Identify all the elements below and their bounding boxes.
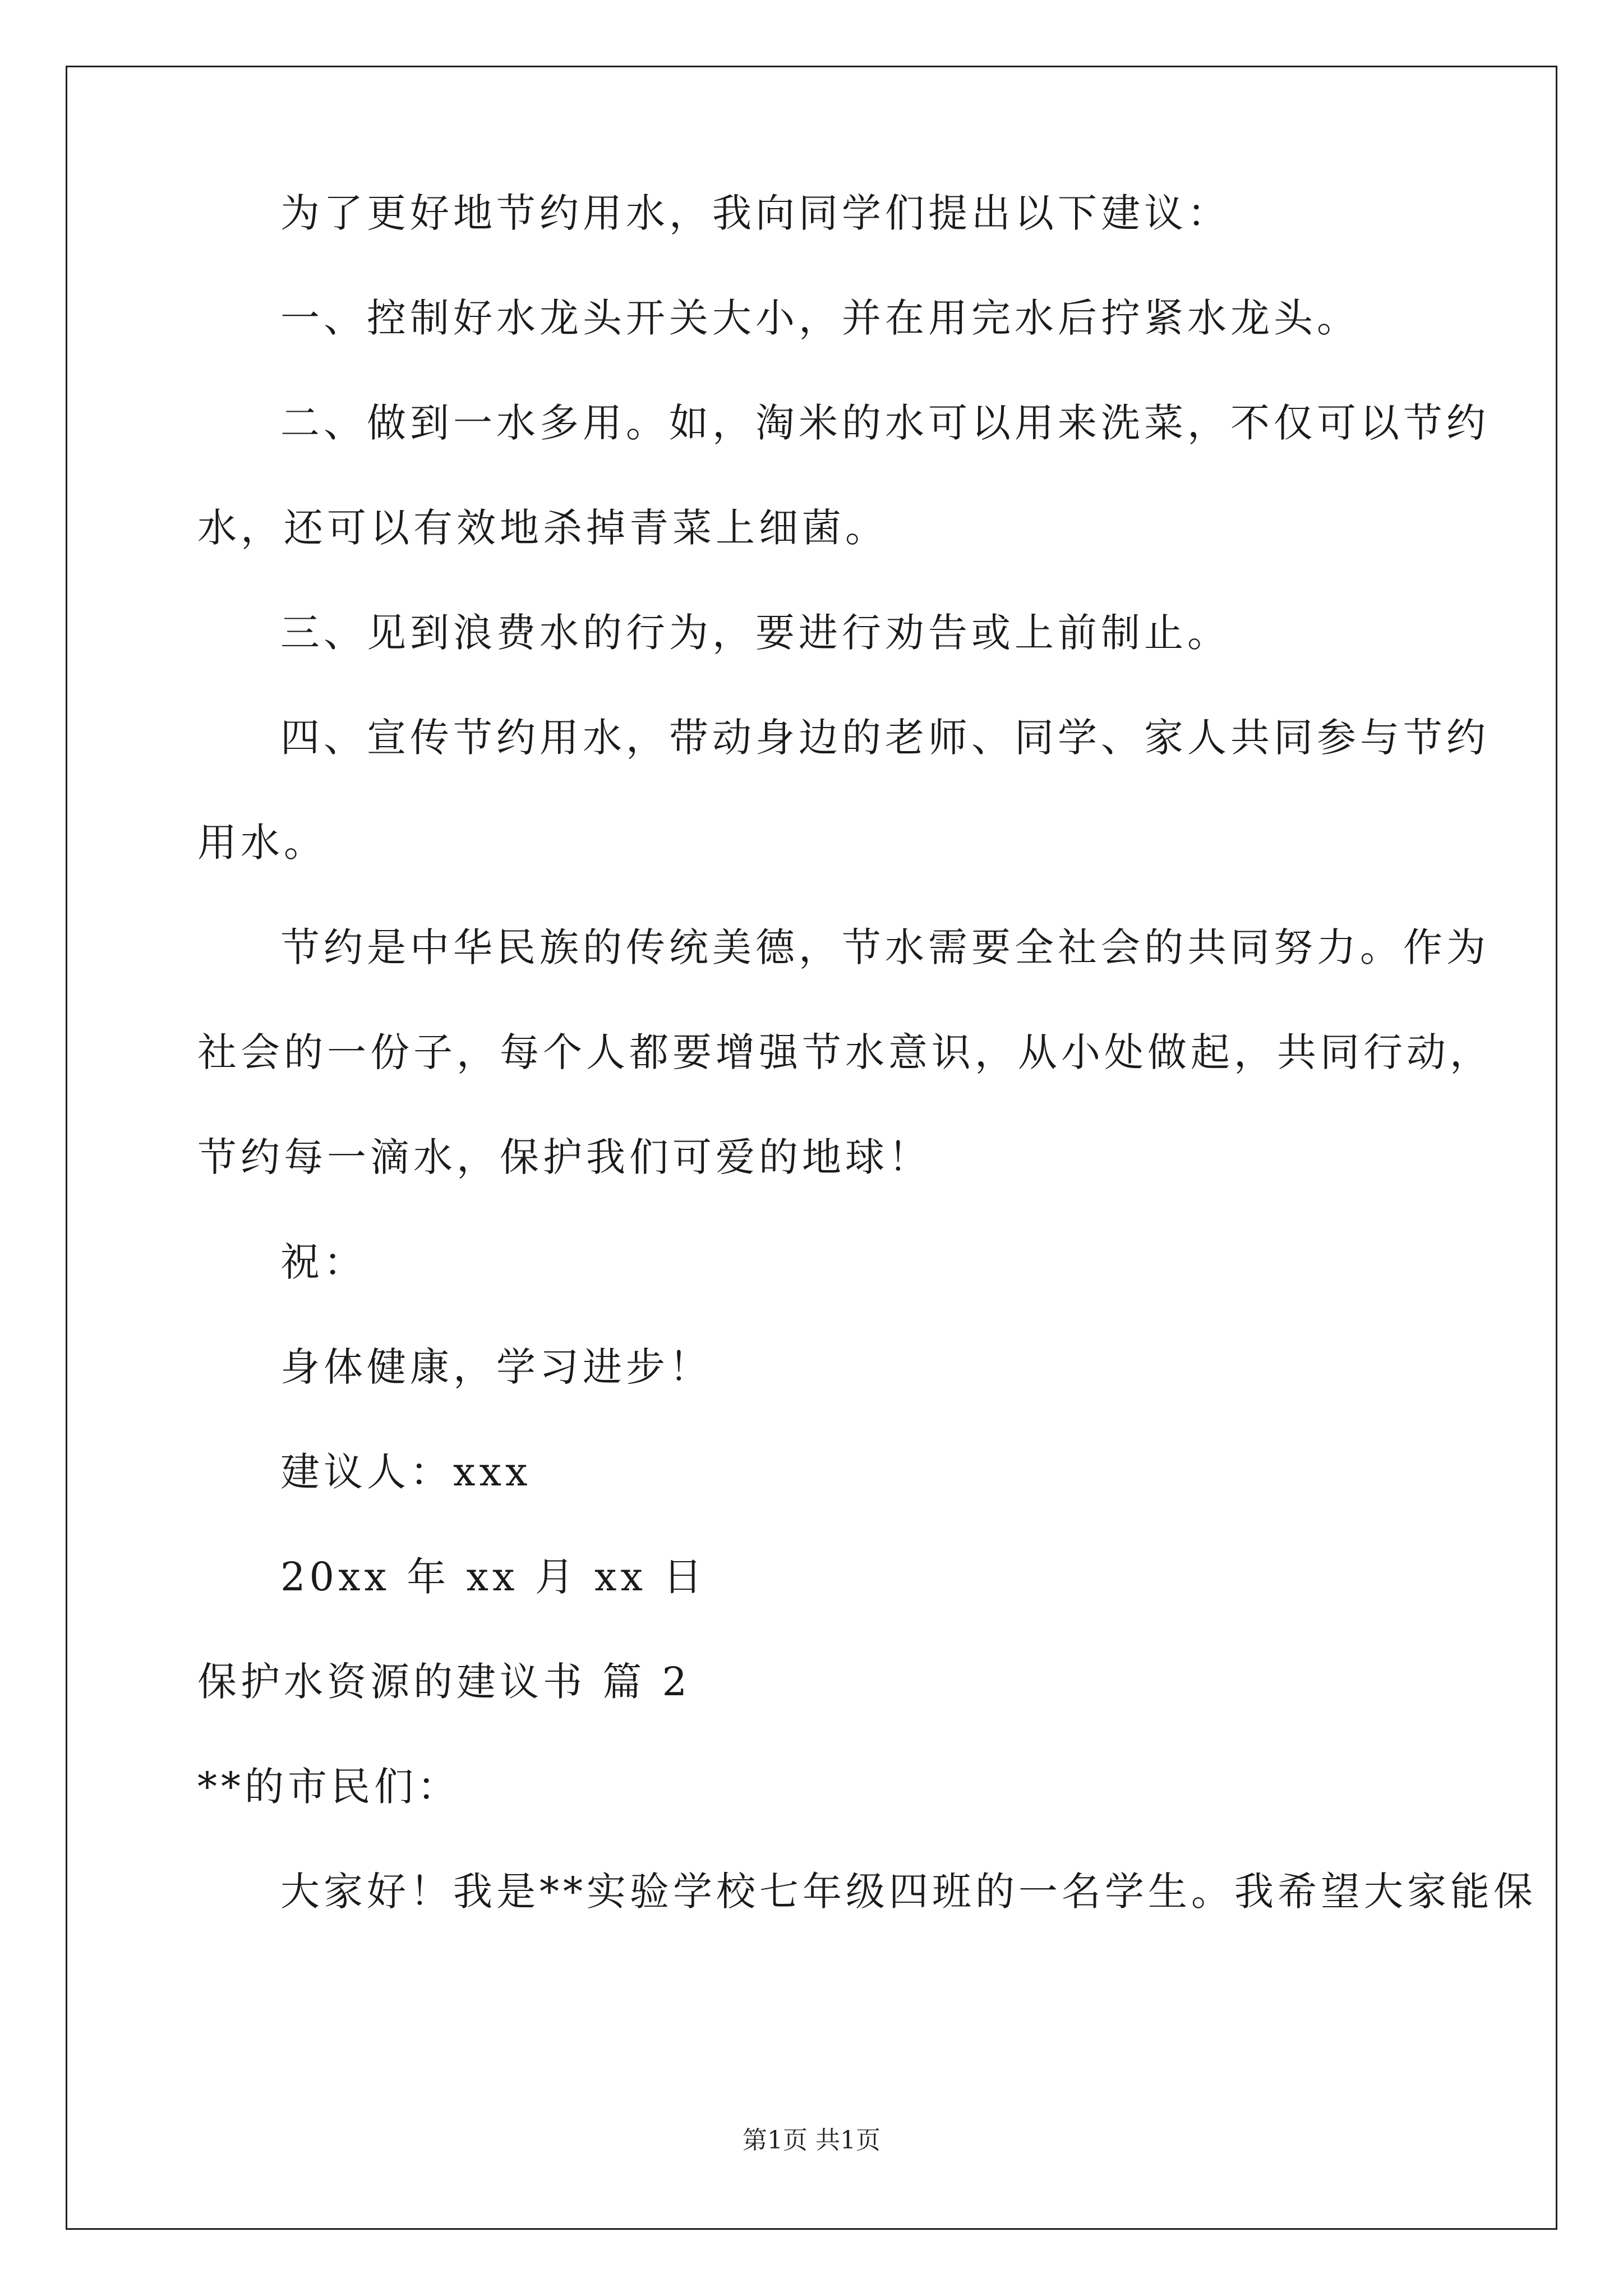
paragraph-line: 20xx 年 xx 月 xx 日	[280, 1554, 707, 1600]
section-heading: 保护水资源的建议书 篇 2	[197, 1659, 691, 1705]
paragraph-line: 社会的一份子，每个人都要增强节水意识，从小处做起，共同行动，	[197, 1029, 1493, 1075]
paragraph-line: 用水。	[197, 820, 327, 866]
paragraph-line: 三、见到浪费水的行为，要进行劝告或上前制止。	[280, 610, 1230, 656]
paragraph-line: 一、控制好水龙头开关大小，并在用完水后拧紧水龙头。	[280, 295, 1360, 341]
page-footer: 第1页 共1页	[743, 2126, 880, 2155]
paragraph-line: 建议人：xxx	[280, 1449, 532, 1495]
paragraph-line: 为了更好地节约用水，我向同学们提出以下建议：	[280, 190, 1230, 236]
paragraph-line: 祝：	[280, 1239, 367, 1285]
paragraph-line: 二、做到一水多用。如，淘米的水可以用来洗菜，不仅可以节约	[280, 400, 1490, 446]
paragraph-line: 水，还可以有效地杀掉青菜上细菌。	[197, 505, 888, 551]
paragraph-line: 身体健康，学习进步！	[280, 1344, 712, 1390]
paragraph-line: 节约每一滴水，保护我们可爱的地球！	[197, 1134, 932, 1180]
salutation-line: **的市民们：	[197, 1764, 460, 1810]
paragraph-line: 节约是中华民族的传统美德，节水需要全社会的共同努力。作为	[280, 924, 1490, 970]
paragraph-line: 大家好！我是**实验学校七年级四班的一名学生。我希望大家能保	[280, 1869, 1537, 1915]
paragraph-line: 四、宣传节约用水，带动身边的老师、同学、家人共同参与节约	[280, 715, 1490, 761]
